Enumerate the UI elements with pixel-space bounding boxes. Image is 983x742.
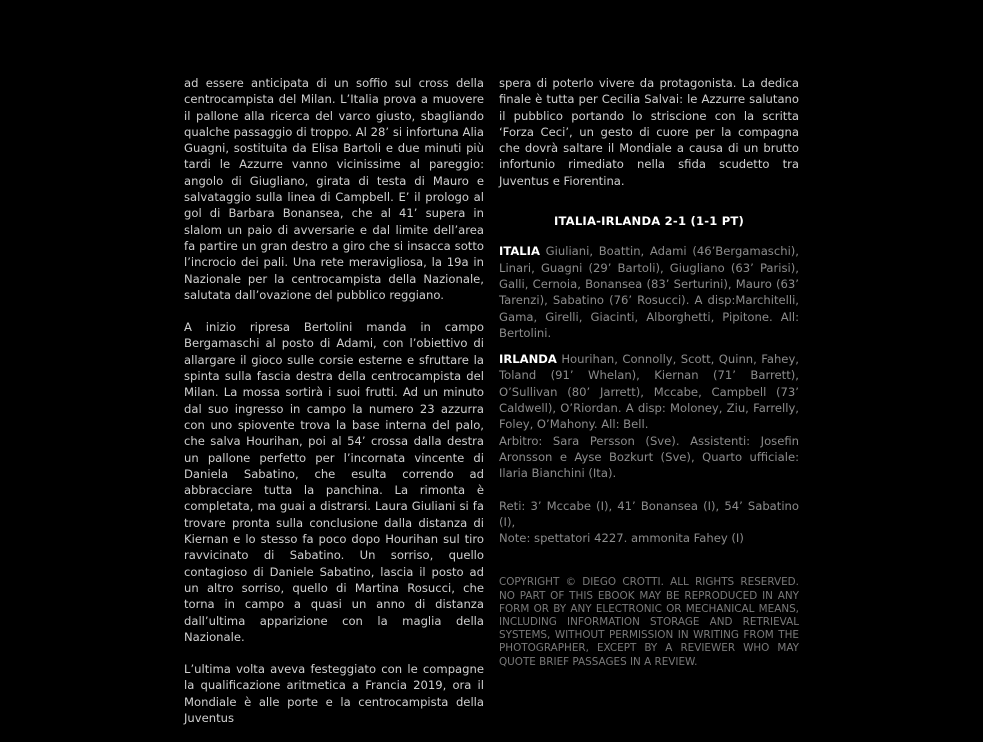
referees: Arbitro: Sara Persson (Sve). Assistenti: Josefin Aronsson e Ayse Bozkurt (Sve), Quarto ufficiale: Ilaria Bianchini (Ita). [499, 433, 799, 481]
match-title: ITALIA-IRLANDA 2-1 (1-1 PT) [553, 214, 745, 229]
italia-lineup [499, 243, 799, 341]
article-paragraph-1: ad essere anticipata di un soffio sul cross della centrocampista del Milan. L’Italia prova a muovere il pallone alla ricerca del varco giusto, sbagliando qualche passaggio di troppo. Al 28’ si infortuna Alia Guagni, sostituita da Elisa Bartoli e due minuti più tardi le Azzurre vanno vicinissime al pareggio: angolo di Giugliano, girata di testa di Mauro e salvataggio sulla linea di Campbell. E’ il prologo al gol di Barbara Bonansea, che al 41’ supera in slalom un paio di avversarie e dal limite dell’area fa partire un gran destro a giro che si insacca sotto l’incrocio dei pali. Una rete meravigliosa, la 19a in Nazionale per la centrocampista della Nazionale, salutata dall’ovazione del pubblico reggiano. [184, 76, 484, 302]
article-paragraph-3: L’ultima volta aveva festeggiato con le compagne la qualificazione aritmetica a Francia 2019, ora il Mondiale è alle porte e la centrocampista della Juventus [184, 662, 484, 725]
irlanda-team-name: IRLANDA [499, 352, 557, 367]
left-column [184, 75, 484, 742]
article-paragraph-4: spera di poterlo vivere da protagonista. La dedica finale è tutta per Cecilia Salvai: le Azzurre salutano il pubblico portando lo striscione con la scritta ‘Forza Ceci’, un gesto di cuore per la compagna che dovrà saltare il Mondiale a causa di un brutto infortunio rimediato nella sfida scudetto tra Juventus e Fiorentina. [499, 76, 799, 188]
italia-team-name: ITALIA [499, 244, 540, 259]
italia-players: Giuliani, Boattin, Adami (46’Bergamaschi), Linari, Guagni (29’ Bartoli), Giugliano (63’ Parisi), Galli, Cernoia, Bonansea (83’ Serturini), Mauro (63’ Tarenzi), Sabatino (76’ Rosucci). A disp:Marchitelli, Gama, Girelli, Giacinti, Alborghetti, Pipitone. All: Bertolini. [499, 244, 799, 340]
right-column [499, 75, 799, 685]
irlanda-players: Hourihan, Connolly, Scott, Quinn, Fahey, Toland (91’ Whelan), Kiernan (71’ Barrett), O’Sullivan (80’ Jarrett), Mccabe, Campbell (73’ Caldwell), O’Riordan. A disp: Moloney, Ziu, Farrelly, Foley, O’Mahony. All: Bell. [499, 352, 799, 432]
irlanda-lineup [499, 351, 799, 432]
notes: Note: spettatori 4227. ammonita Fahey (I) [499, 531, 744, 546]
goals: Reti: 3’ Mccabe (I), 41’ Bonansea (I), 54’ Sabatino (I), [499, 498, 799, 529]
copyright-notice: COPYRIGHT © DIEGO CROTTI. ALL RIGHTS RESERVED. NO PART OF THIS EBOOK MAY BE REPRODUCED IN ANY FORM OR BY ANY ELECTRONIC OR MECHANICAL MEANS, INCLUDING INFORMATION STORAGE AND RETRIEVAL SYSTEMS, WITHOUT PERMISSION IN WRITING FROM THE PHOTOGRAPHER, EXCEPT BY A REVIEWER WHO MAY QUOTE BRIEF PASSAGES IN A REVIEW. [499, 576, 799, 668]
article-paragraph-2: A inizio ripresa Bertolini manda in campo Bergamaschi al posto di Adami, con l’obiettivo di allargare il gioco sulle corsie esterne e sfruttare la spinta sulla fascia destra della centrocampista del Milan. La mossa sortirà i suoi frutti. Ad un minuto dal suo ingresso in campo la numero 23 azzurra con uno spiovente trova la base interna del palo, che salva Hourihan, poi al 54’ crossa dalla destra un pallone perfetto per l’incornata vincente di Daniela Sabatino, che esulta correndo ad abbracciare tutta la panchina. La rimonta è completata, ma guai a distrarsi. Laura Giuliani si fa trovare pronta sulla conclusione dalla distanza di Kiernan e lo stesso fa poco dopo Hourihan sul tiro ravvicinato di Sabatino. Un sorriso, quello contagioso di Daniele Sabatino, lascia il posto ad un altro sorriso, quello di Martina Rosucci, che torna in campo a quasi un anno di distanza dall’ultima apparizione con la maglia della Nazionale. [184, 320, 484, 644]
